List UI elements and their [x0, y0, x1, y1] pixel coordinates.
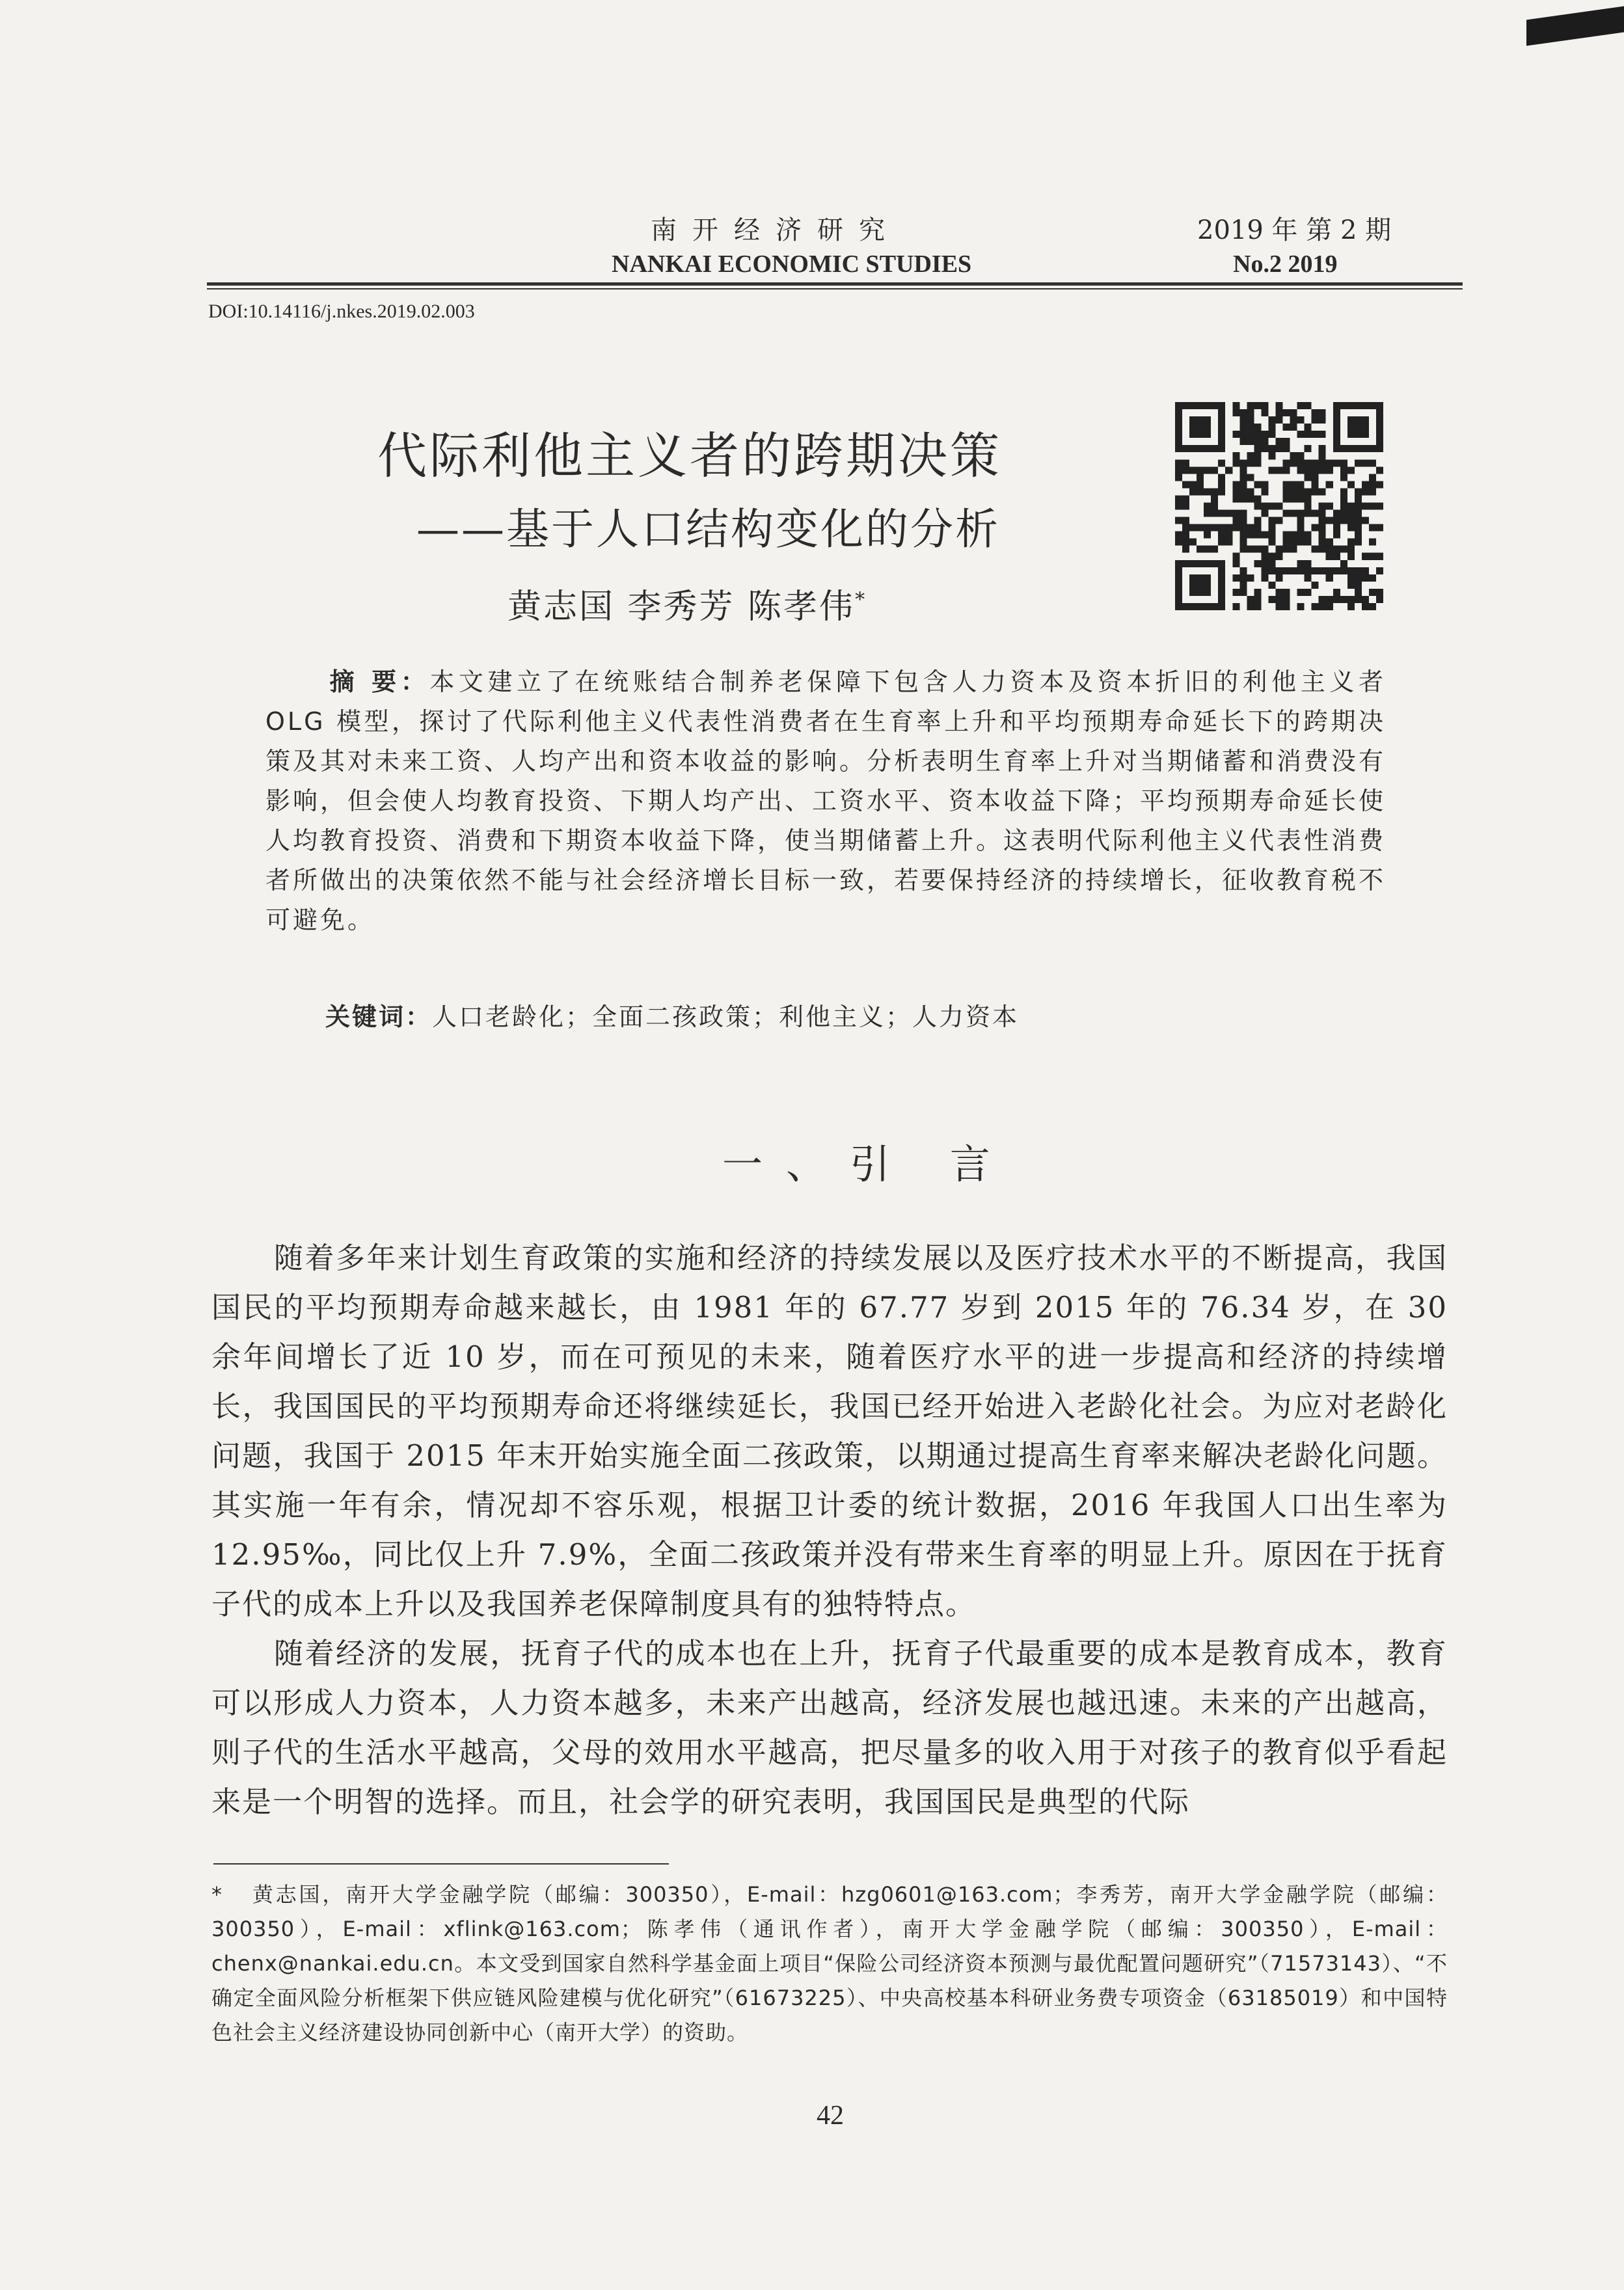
- body-paragraph: 随着多年来计划生育政策的实施和经济的持续发展以及医疗技术水平的不断提高，我国国民的平均预期寿命越来越长，由 1981 年的 67.77 岁到 2015 年的 76.34 岁，在 30 余年间增长了近 10 岁，而在可预见的未来，随着医疗水平的进一步提高和经济的持续增长，我国国民的平均预期寿命还将继续延长，我国已经开始进入老龄化社会。为应对老龄化问题，我国于 2015 年末开始实施全面二孩政策，以期通过提高生育率来解决老龄化问题。其实施一年有余，情况却不容乐观，根据卫计委的统计数据，2016 年我国人口出生率为 12.95‰，同比仅上升 7.9%，全面二孩政策并没有带来生育率的明显上升。原因在于抚育子代的成本上升以及我国养老保障制度具有的独特特点。: [211, 1241, 1448, 1621]
- keywords: [325, 997, 1019, 1032]
- abstract-text: 本文建立了在统账结合制养老保障下包含人力资本及资本折旧的利他主义者 OLG 模型，探讨了代际利他主义代表性消费者在生育率上升和平均预期寿命延长下的跨期决策及其对未来工资、人均产出和资本收益的影响。分析表明生育率上升对当期储蓄和消费没有影响，但会使人均教育投资、下期人均产出、工资水平、资本收益下降；平均预期寿命延长使人均教育投资、消费和下期资本收益下降，使当期储蓄上升。这表明代际利他主义代表性消费者所做出的决策依然不能与社会经济增长目标一致，若要保持经济的持续增长，征收教育税不可避免。: [265, 667, 1387, 934]
- abstract: [265, 662, 1386, 940]
- author-footnote-mark: *: [855, 588, 867, 612]
- header-rule-thin: [207, 288, 1463, 290]
- journal-name-en: NANKAI ECONOMIC STUDIES: [612, 250, 972, 278]
- body-text: [211, 1233, 1448, 1827]
- doi: DOI:10.14116/j.nkes.2019.02.003: [208, 301, 475, 322]
- footnote: [211, 1878, 1448, 2050]
- keywords-text: 人口老龄化；全面二孩政策；利他主义；人力资本: [432, 1003, 1020, 1031]
- footnote-text: 黄志国，南开大学金融学院（邮编：300350），E-mail：hzg0601@163.com；李秀芳，南开大学金融学院（邮编：300350），E-mail：xflink@163.com；陈孝伟（通讯作者），南开大学金融学院（邮编：300350），E-mail：chenx@nankai.edu.cn。本文受到国家自然科学基金面上项目“保险公司经济资本预测与最优配置问题研究”（71573143）、“不确定全面风险分析框架下供应链风险建模与优化研究”（61673225）、中央高校基本科研业务费专项资金（63185019）和中国特色社会主义经济建设协同创新中心（南开大学）的资助。: [211, 1882, 1448, 2045]
- author-names: 黄志国 李秀芳 陈孝伟: [508, 587, 856, 626]
- article-title: 代际利他主义者的跨期决策: [377, 427, 1002, 485]
- footnote-mark: *: [211, 1882, 223, 1907]
- issue-label-zh: 2019 年 第 2 期: [1197, 215, 1392, 245]
- article-subtitle: ——基于人口结构变化的分析: [416, 504, 1000, 554]
- scan-corner-mark: [1526, 6, 1624, 46]
- qr-code-icon: [1175, 402, 1383, 610]
- keywords-label: 关键词：: [325, 1003, 433, 1031]
- section-heading: 一、引 言: [722, 1140, 1014, 1188]
- journal-name-zh: 南开经济研究: [651, 215, 900, 245]
- author-list: [508, 579, 867, 628]
- issue-label-en: No.2 2019: [1233, 250, 1338, 278]
- page-number: 42: [817, 2101, 844, 2131]
- header-rule: [207, 282, 1463, 286]
- body-paragraph: 随着经济的发展，抚育子代的成本也在上升，抚育子代最重要的成本是教育成本，教育可以形成人力资本，人力资本越多，未来产出越高，经济发展也越迅速。未来的产出越高，则子代的生活水平越高，父母的效用水平越高，把尽量多的收入用于对孩子的教育似乎看起来是一个明智的选择。而且，社会学的研究表明，我国国民是典型的代际: [211, 1636, 1448, 1819]
- footnote-rule: [213, 1863, 669, 1865]
- abstract-label: 摘 要：: [328, 667, 430, 696]
